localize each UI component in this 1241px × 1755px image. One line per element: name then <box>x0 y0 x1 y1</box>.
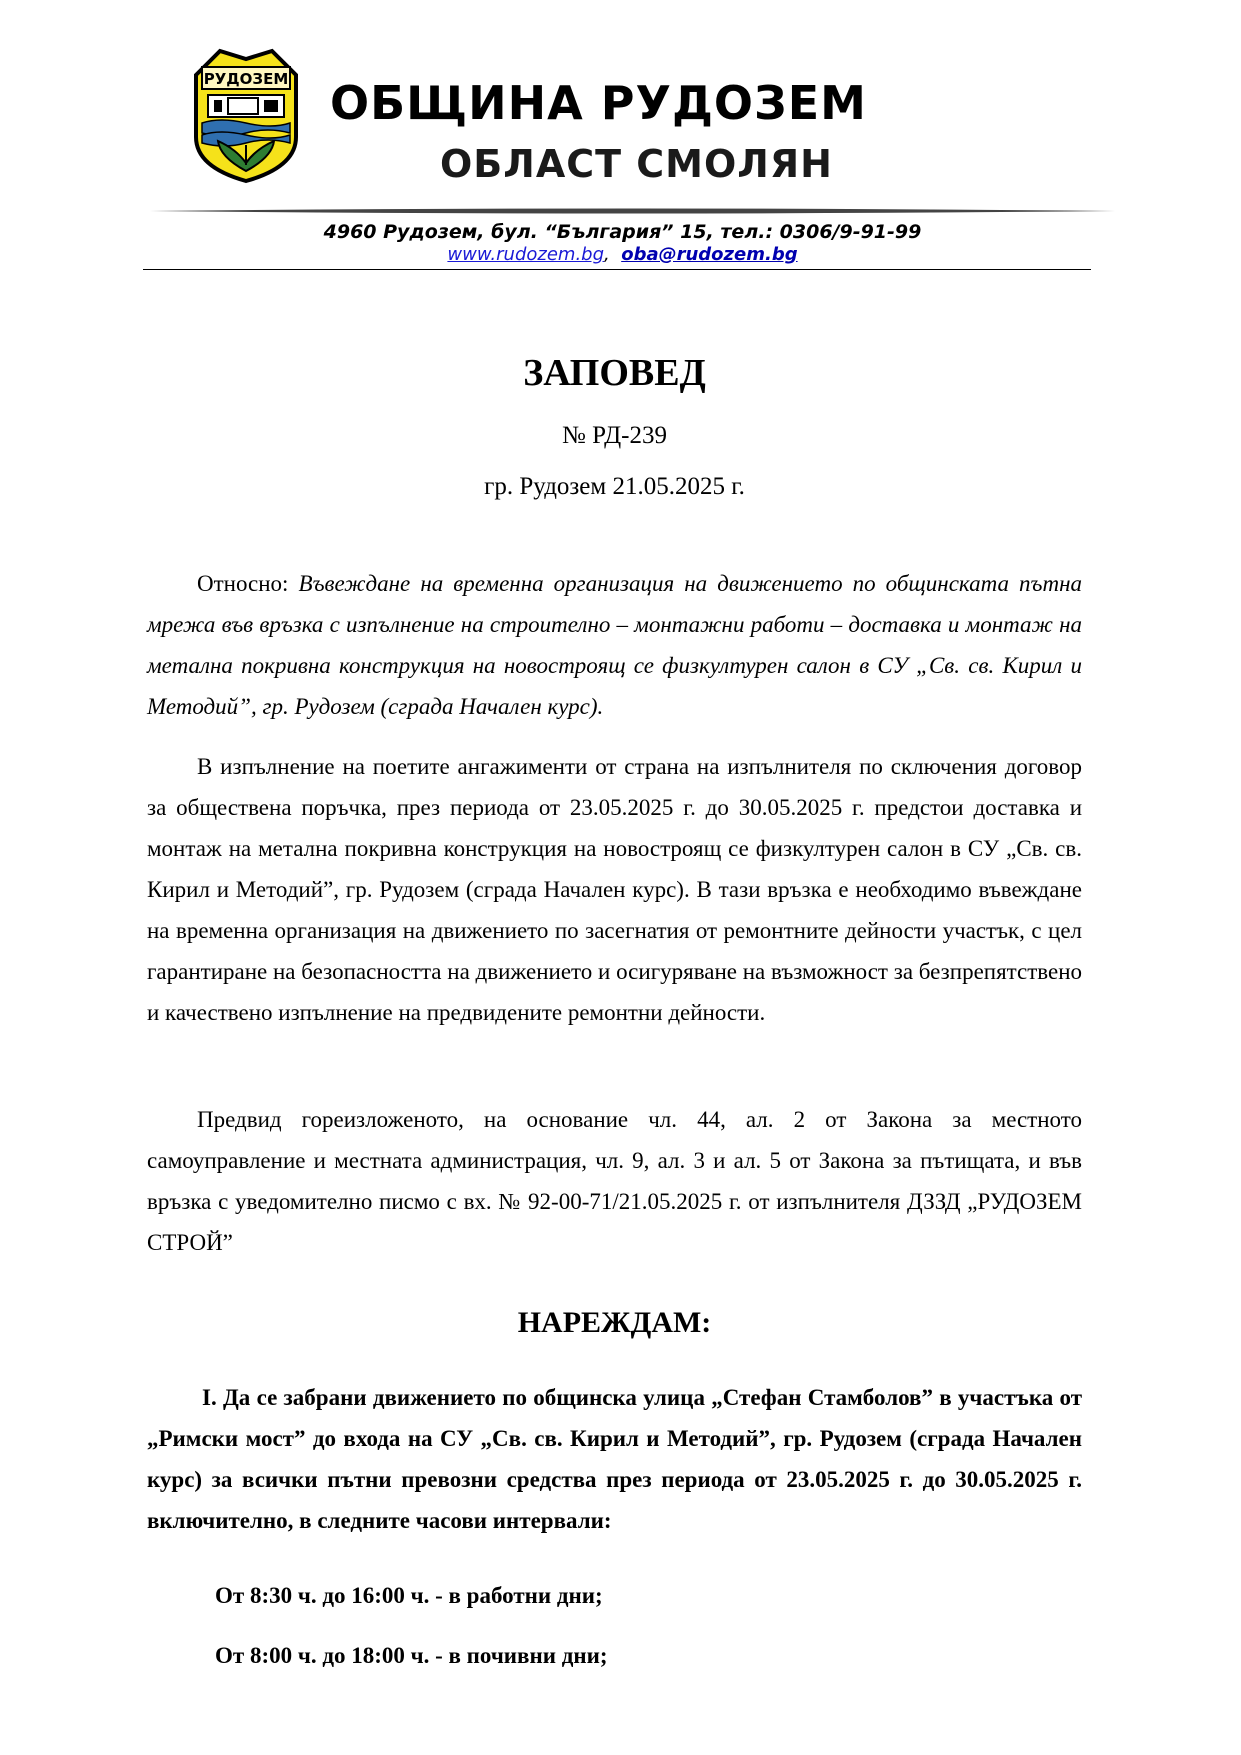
subject-paragraph <box>147 563 1082 727</box>
email-link[interactable]: oba@rudozem.bg <box>621 244 798 265</box>
municipality-coat-of-arms <box>190 45 302 185</box>
organization-name: ОБЩИНА РУДОЗЕМ <box>330 76 867 130</box>
body-paragraph-2: Предвид гореизложеното, на основание чл. 44, ал. 2 от Закона за местното самоуправление и местната администрация, чл. 9, ал. 3 и ал. 5 от Закона за пътищата, и във връзка с уведомително писмо с вх. № 92-00-71/21.05.2025 г. от изпълнителя ДЗЗД „РУДОЗЕМ СТРОЙ” <box>147 1107 1082 1255</box>
logo-text: РУДОЗЕМ <box>203 70 289 88</box>
time-interval-holidays: От 8:00 ч. до 18:00 ч. - в почивни дни; <box>215 1643 608 1668</box>
order-item-1: I. Да се забрани движението по общинска улица „Стефан Стамболов” в участъка от „Римски мост” до входа на СУ „Св. св. Кирил и Методий”, гр. Рудозем (сграда Начален курс) за всички пътни превозни средства през периода от 23.05.2025 г. до 30.05.2025 г. включително, в следните часови интервали: <box>147 1385 1082 1533</box>
header-divider <box>150 207 1115 215</box>
order-heading: НАРЕЖДАМ: <box>517 1306 712 1339</box>
website-link[interactable]: www.rudozem.bg <box>447 244 605 265</box>
time-interval-workdays: От 8:30 ч. до 16:00 ч. - в работни дни; <box>215 1583 603 1608</box>
document-place-date: гр. Рудозем 21.05.2025 г. <box>484 473 745 500</box>
body-paragraph-1: В изпълнение на поетите ангажименти от страна на изпълнителя по сключения договор за обществена поръчка, през периода от 23.05.2025 г. до 30.05.2025 г. предстои доставка и монтаж на метална покривна конструкция на новостроящ се физкултурен салон в СУ „Св. св. Кирил и Методий”, гр. Рудозем (сграда Начален курс). В тази връзка е необходимо въвеждане на временна организация на движението по засегнатия от ремонтните дейности участък, с цел гарантиране на безопасността на движението и осигуряване на възможност за безпрепятствено и качествено изпълнение на предвидените ремонтни дейности. <box>147 754 1082 1025</box>
document-title: ЗАПОВЕД <box>523 352 706 394</box>
subject-text: Въвеждане на временна организация на движението по общинската пътна мрежа във връзка с изпълнение на строително – монтажни работи – доставка и монтаж на метална покривна конструкция на новостроящ се физкултурен салон в СУ „Св. св. Кирил и Методий”, гр. Рудозем (сграда Начален курс). <box>147 571 1083 719</box>
contact-links: www.rudozem.bg, oba@rudozem.bg <box>447 244 798 265</box>
organization-region: ОБЛАСТ СМОЛЯН <box>440 142 833 186</box>
contact-address: 4960 Рудозем, бул. “България” 15, тел.: 0306/9-91-99 <box>323 221 922 243</box>
subject-label: Относно: <box>197 571 289 596</box>
contact-divider <box>143 269 1091 270</box>
document-number: № РД-239 <box>561 422 667 449</box>
